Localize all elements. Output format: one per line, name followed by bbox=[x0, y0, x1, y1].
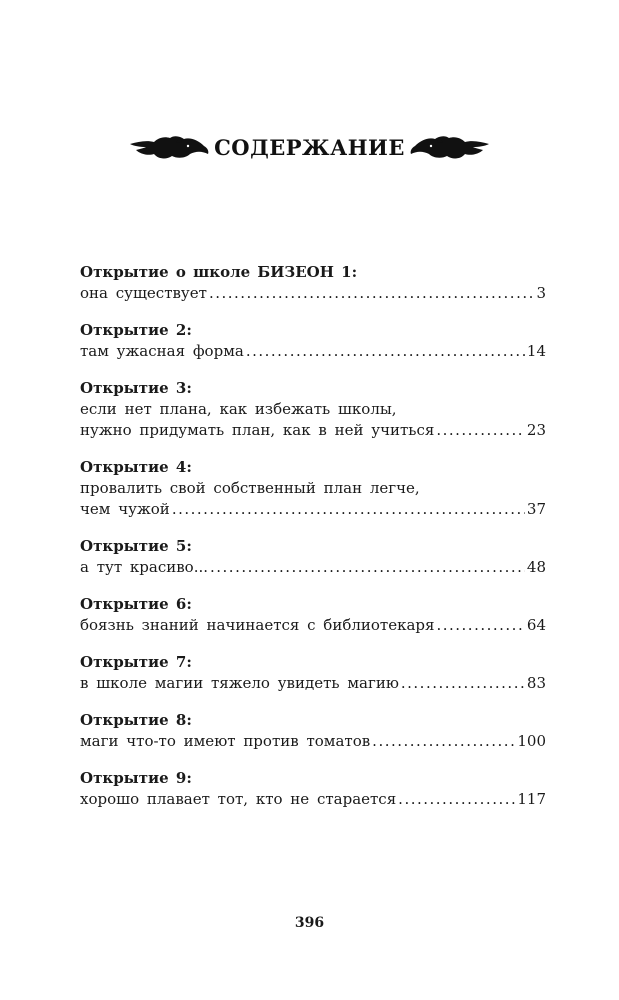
dot-leader bbox=[401, 673, 525, 694]
toc-page-number: 48 bbox=[526, 558, 546, 576]
toc-entry-text: чем чужой bbox=[80, 500, 170, 518]
toc-entry-text: а тут красиво... bbox=[80, 558, 208, 576]
toc-entry[interactable] bbox=[80, 652, 546, 694]
toc-entry-text: провалить свой собственный план легче, bbox=[80, 479, 420, 497]
toc-entry-title: Открытие 9: bbox=[80, 769, 192, 787]
table-of-contents bbox=[80, 262, 546, 826]
toc-page-number: 14 bbox=[526, 342, 546, 360]
toc-entry[interactable] bbox=[80, 262, 546, 304]
toc-entry[interactable] bbox=[80, 710, 546, 752]
toc-page-number: 37 bbox=[526, 500, 546, 518]
toc-entry-text: маги что-то имеют против томатов bbox=[80, 732, 371, 750]
toc-page-number: 100 bbox=[517, 732, 546, 750]
toc-entry[interactable] bbox=[80, 536, 546, 578]
toc-entry-leader bbox=[80, 789, 546, 810]
contents-heading bbox=[0, 132, 619, 162]
toc-entry-title: Открытие 2: bbox=[80, 321, 192, 339]
toc-entry[interactable] bbox=[80, 457, 546, 520]
toc-entry-title: Открытие 4: bbox=[80, 458, 192, 476]
toc-entry-text: там ужасная форма bbox=[80, 342, 244, 360]
toc-entry-leader bbox=[80, 420, 546, 441]
toc-entry-leader bbox=[80, 557, 546, 578]
toc-entry-text: боязнь знаний начинается с библиотекаря bbox=[80, 616, 435, 634]
toc-page-number: 64 bbox=[526, 616, 546, 634]
toc-entry-leader bbox=[80, 283, 546, 304]
toc-page-number: 83 bbox=[526, 674, 546, 692]
toc-entry-title: Открытие 3: bbox=[80, 379, 192, 397]
toc-entry-text: если нет плана, как избежать школы, bbox=[80, 400, 397, 418]
toc-page-number: 117 bbox=[517, 790, 546, 808]
dot-leader bbox=[436, 615, 524, 636]
toc-entry-leader bbox=[80, 341, 546, 362]
toc-entry-title: Открытие 5: bbox=[80, 537, 192, 555]
toc-entry-text: нужно придумать план, как в ней учиться bbox=[80, 421, 435, 439]
toc-entry[interactable] bbox=[80, 594, 546, 636]
toc-entry[interactable] bbox=[80, 768, 546, 810]
toc-page-number: 3 bbox=[536, 284, 546, 302]
dot-leader bbox=[436, 420, 525, 441]
toc-entry[interactable] bbox=[80, 320, 546, 362]
toc-entry-text: хорошо плавает тот, кто не старается bbox=[80, 790, 397, 808]
toc-entry-leader bbox=[80, 731, 546, 752]
bat-ornament-icon bbox=[128, 132, 210, 162]
bat-ornament-icon bbox=[409, 132, 491, 162]
toc-entry-title: Открытие о школе БИЗЕОН 1: bbox=[80, 263, 358, 281]
dot-leader bbox=[372, 731, 515, 752]
toc-entry-title: Открытие 8: bbox=[80, 711, 192, 729]
dot-leader bbox=[172, 499, 525, 520]
folio-page-number: 396 bbox=[294, 915, 325, 931]
toc-entry-title: Открытие 6: bbox=[80, 595, 192, 613]
toc-entry-leader bbox=[80, 615, 546, 636]
toc-entry-leader bbox=[80, 499, 546, 520]
toc-entry-title: Открытие 7: bbox=[80, 653, 192, 671]
toc-entry-text: в школе магии тяжело увидеть магию bbox=[80, 674, 399, 692]
dot-leader bbox=[246, 341, 525, 362]
dot-leader bbox=[398, 789, 515, 810]
toc-page-number: 23 bbox=[526, 421, 546, 439]
toc-entry-text: она существует bbox=[80, 284, 207, 302]
page-title: СОДЕРЖАНИЕ bbox=[214, 134, 405, 160]
dot-leader bbox=[210, 557, 525, 578]
dot-leader bbox=[209, 283, 535, 304]
toc-entry-leader bbox=[80, 673, 546, 694]
toc-entry[interactable] bbox=[80, 378, 546, 441]
